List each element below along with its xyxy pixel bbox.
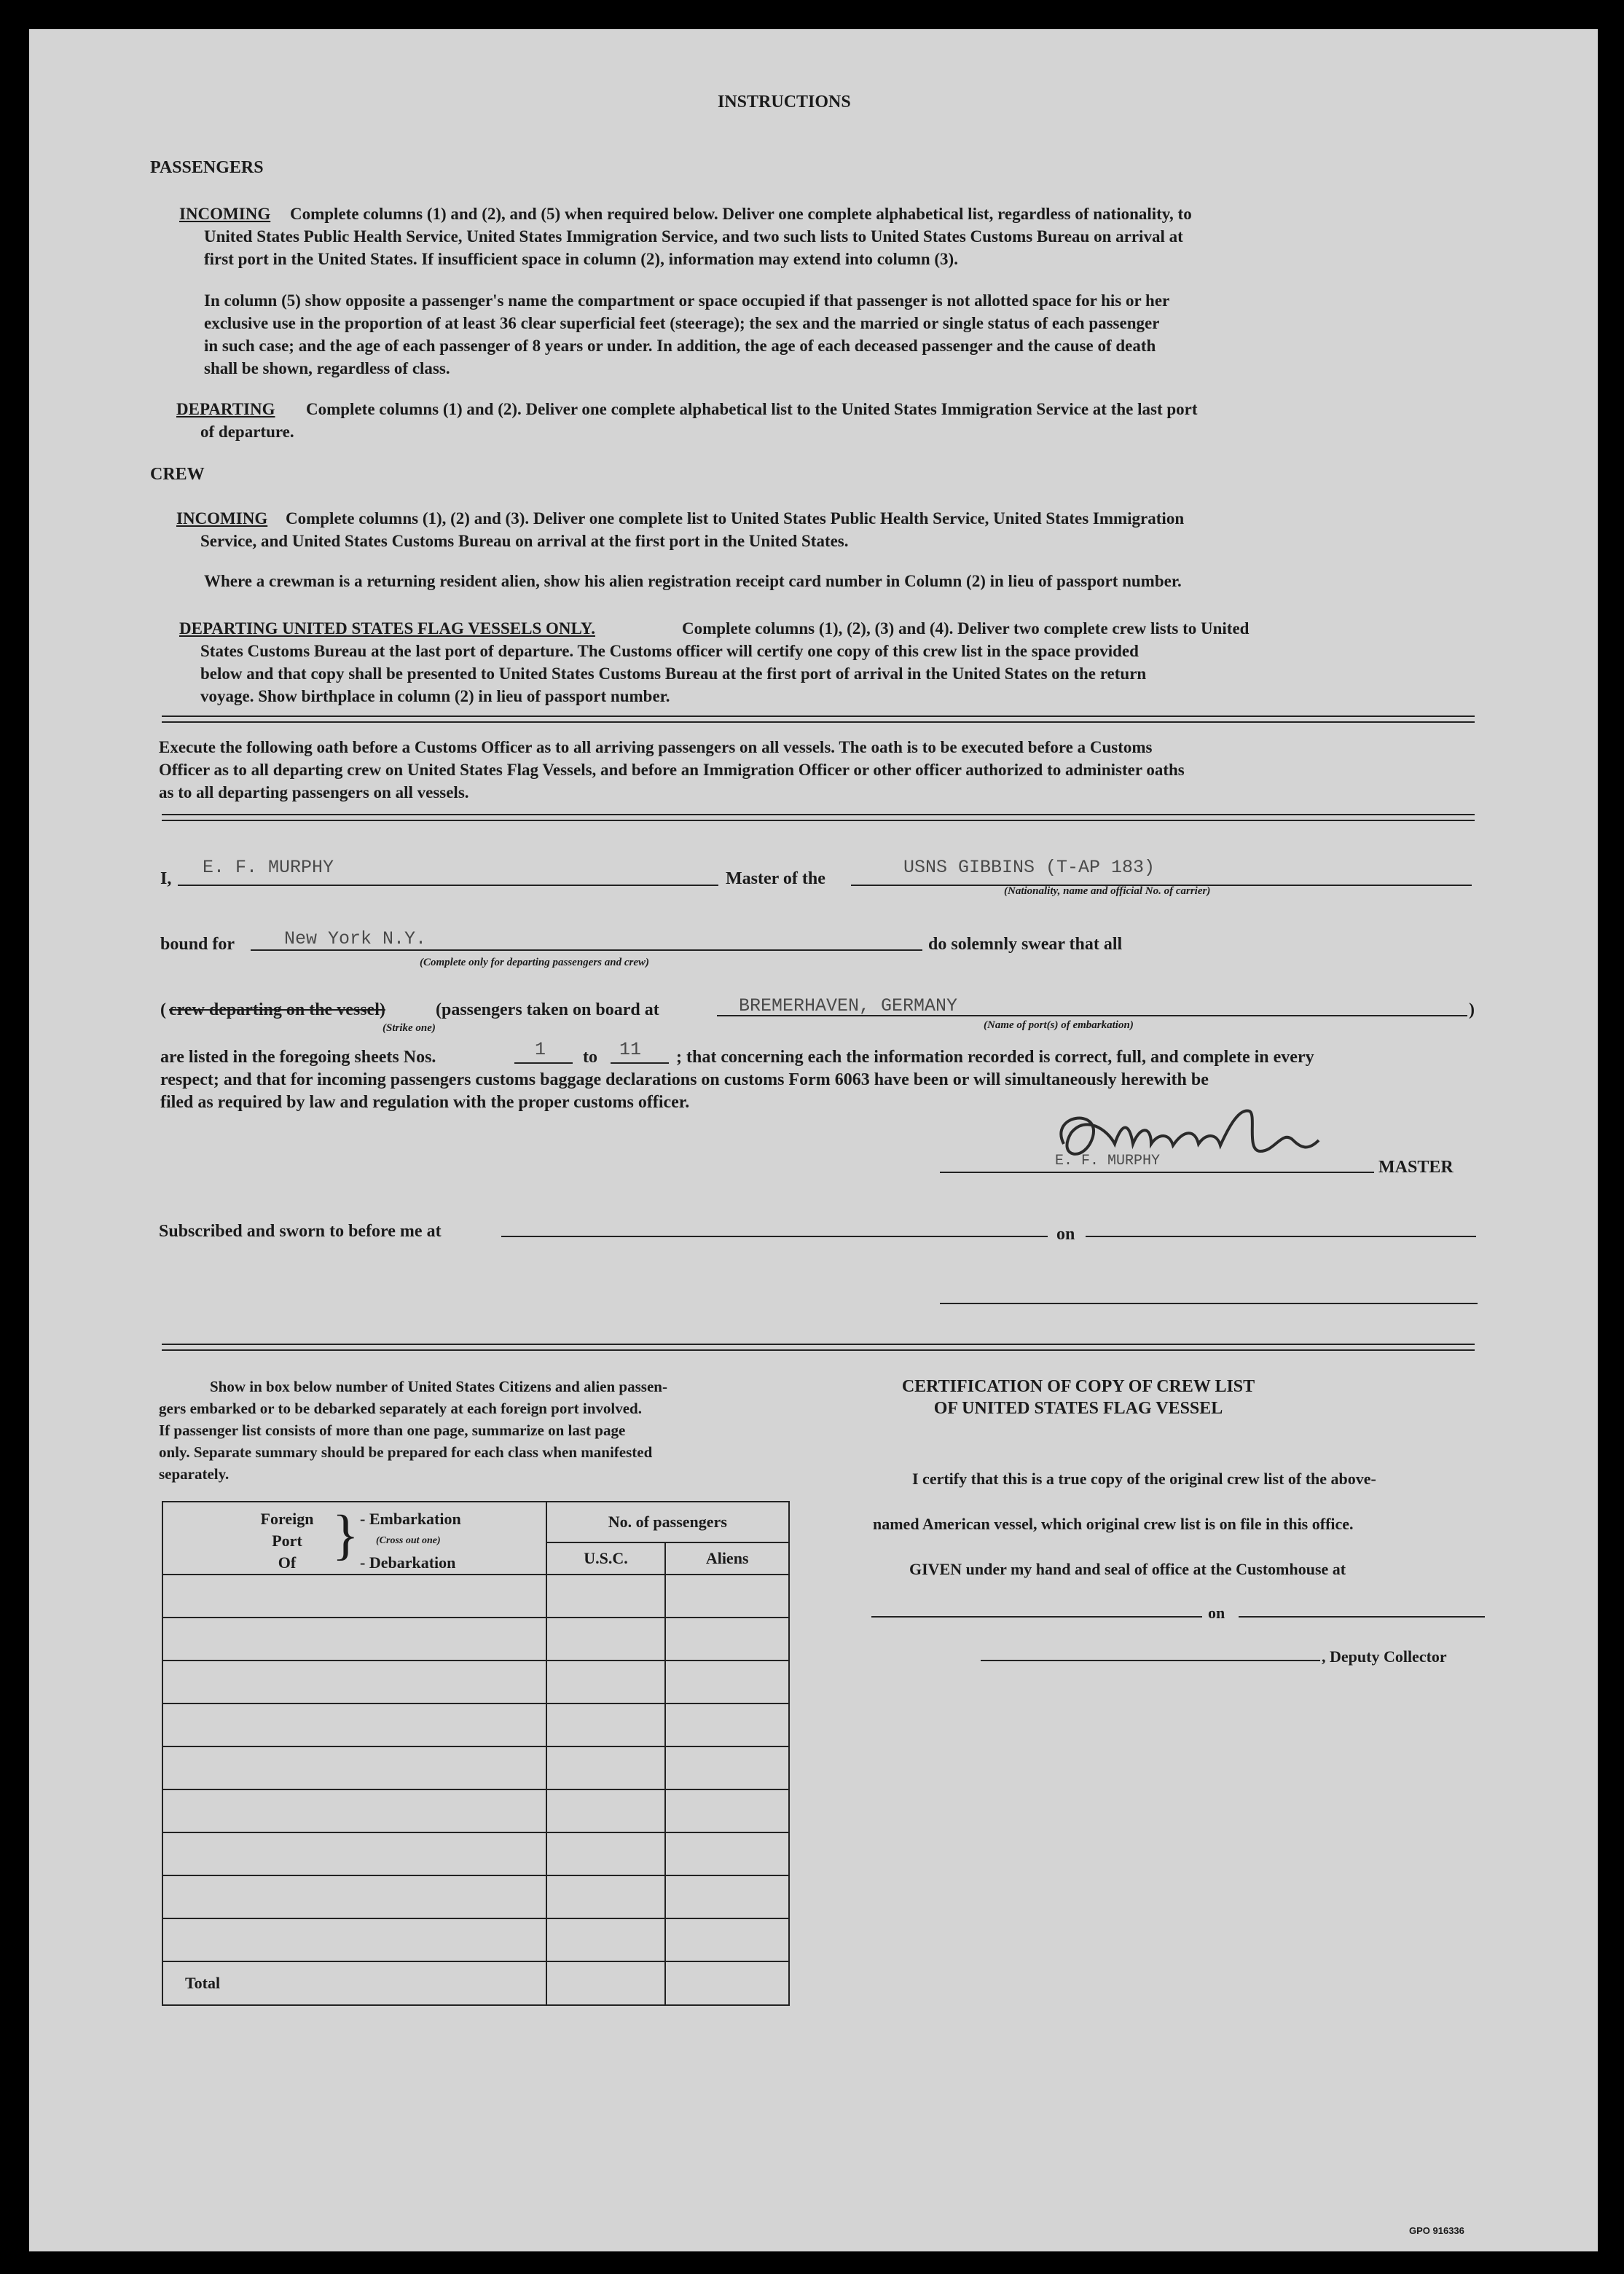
destination-field[interactable]: New York N.Y. (284, 928, 427, 949)
double-rule (162, 814, 1475, 821)
crew-incoming-label: INCOMING (176, 509, 268, 528)
bound-for-label: bound for (160, 935, 235, 954)
port-field[interactable]: BREMERHAVEN, GERMANY (739, 995, 958, 1016)
usc-cell[interactable] (546, 1789, 666, 1832)
signature-typed-name: E. F. MURPHY (1055, 1153, 1161, 1169)
port-cell[interactable] (162, 1746, 546, 1789)
aliens-cell[interactable] (665, 1832, 789, 1875)
passengers-incoming-line: United States Public Health Service, United States Immigration Service, and two such lists to United States Customs Bureau on arrival at (204, 227, 1183, 246)
crew-departing-line: Complete columns (1), (2), (3) and (4). Deliver two complete crew lists to United (682, 619, 1250, 638)
summary-intro-line: only. Separate summary should be prepared for each class when manifested (159, 1443, 653, 1461)
vessel-caption: (Nationality, name and official No. of carrier) (1004, 885, 1211, 897)
signature-line (940, 1172, 1374, 1173)
summary-intro-line: gers embarked or to be debarked separately at each foreign port involved. (159, 1400, 642, 1417)
summary-intro-line: separately. (159, 1465, 230, 1483)
double-rule (162, 715, 1475, 723)
certification-line: named American vessel, which original crew list is on file in this office. (873, 1515, 1354, 1533)
certification-line: GIVEN under my hand and seal of office at the Customhouse at (909, 1560, 1346, 1578)
close-paren: ) (1469, 1000, 1475, 1019)
table-row (162, 1875, 789, 1918)
passengers-heading: PASSENGERS (150, 158, 264, 177)
cert-on-label: on (1208, 1604, 1225, 1622)
oath-intro-line: as to all departing passengers on all vessels. (159, 783, 469, 801)
officer-signature-line[interactable] (940, 1303, 1478, 1304)
table-row (162, 1832, 789, 1875)
passengers-label: (passengers taken on board at (436, 1000, 659, 1019)
table-row (162, 1789, 789, 1832)
subscribed-date-line[interactable] (1086, 1236, 1476, 1237)
port-cell[interactable] (162, 1789, 546, 1832)
crew-departing-line: below and that copy shall be presented to United States Customs Bureau at the first port of arrival in the United States on the return (200, 664, 1147, 683)
destination-caption: (Complete only for departing passengers and crew) (420, 957, 649, 968)
usc-cell[interactable] (546, 1746, 666, 1789)
table-row (162, 1661, 789, 1703)
port-cell[interactable] (162, 1875, 546, 1918)
crew-incoming-line: Complete columns (1), (2) and (3). Deliver one complete list to United States Public Health Service, United States Immigration (286, 509, 1185, 528)
oath-intro-line: Execute the following oath before a Customs Officer as to all arriving passengers on all vessels. The oath is to be executed before a Customs (159, 738, 1153, 756)
foreign-label: Foreign (260, 1510, 314, 1528)
deputy-signature-line[interactable] (981, 1660, 1320, 1661)
sheet-to-field[interactable]: 11 (619, 1039, 642, 1060)
usc-cell[interactable] (546, 1918, 666, 1961)
port-cell[interactable] (162, 1618, 546, 1661)
crew-heading: CREW (150, 465, 205, 484)
deputy-label: , Deputy Collector (1322, 1647, 1447, 1666)
port-cell[interactable] (162, 1703, 546, 1746)
usc-cell[interactable] (546, 1875, 666, 1918)
destination-line (251, 949, 922, 951)
master-name-line (178, 885, 718, 886)
table-row (162, 1703, 789, 1746)
column5-line: shall be shown, regardless of class. (204, 359, 450, 377)
crew-departing-line: voyage. Show birthplace in column (2) in lieu of passport number. (200, 687, 670, 705)
sheet-from-line (514, 1062, 573, 1064)
aliens-cell[interactable] (665, 1661, 789, 1703)
no-passengers-header: No. of passengers (546, 1502, 789, 1542)
column5-line: exclusive use in the proportion of at least 36 clear superficial feet (steerage); the sex and the married or single status of each passenger (204, 314, 1160, 332)
open-paren: ( (160, 1000, 166, 1019)
aliens-total-cell[interactable] (665, 1961, 789, 2005)
total-label: Total (162, 1961, 546, 2005)
usc-cell[interactable] (546, 1618, 666, 1661)
debarkation-label[interactable]: - Debarkation (360, 1553, 456, 1572)
oath-line: filed as required by law and regulation with the proper customs officer. (160, 1093, 690, 1112)
cross-out-caption: (Cross out one) (376, 1535, 441, 1546)
on-label: on (1056, 1225, 1075, 1244)
master-of-label: Master of the (726, 869, 825, 888)
usc-total-cell[interactable] (546, 1961, 666, 2005)
summary-intro-line: Show in box below number of United States Citizens and alien passen- (210, 1378, 667, 1395)
oath-line: respect; and that for incoming passengers customs baggage declarations on customs Form 6063 have been or will simultaneously herewith be (160, 1070, 1209, 1089)
subscribed-place-line[interactable] (501, 1236, 1048, 1237)
master-name-field[interactable]: E. F. MURPHY (203, 857, 334, 878)
master-label: MASTER (1378, 1158, 1454, 1177)
usc-cell[interactable] (546, 1703, 666, 1746)
listed-label: are listed in the foregoing sheets Nos. (160, 1048, 436, 1067)
table-row (162, 1746, 789, 1789)
table-row (162, 1918, 789, 1961)
crew-incoming-line: Service, and United States Customs Bureau on arrival at the first port in the United States. (200, 532, 849, 550)
crew-departing-label: DEPARTING UNITED STATES FLAG VESSELS ONLY. (179, 619, 595, 638)
summary-intro-line: If passenger list consists of more than one page, summarize on last page (159, 1422, 626, 1439)
cert-date-line[interactable] (1239, 1616, 1485, 1618)
port-cell[interactable] (162, 1832, 546, 1875)
aliens-header: Aliens (665, 1542, 789, 1575)
usc-cell[interactable] (546, 1661, 666, 1703)
usc-header: U.S.C. (546, 1542, 666, 1575)
aliens-cell[interactable] (665, 1875, 789, 1918)
embarkation-label[interactable]: - Embarkation (360, 1510, 461, 1528)
crew-alien-line: Where a crewman is a returning resident alien, show his alien registration receipt card number in Column (2) in lieu of passport number. (204, 572, 1182, 590)
of-label: Of (278, 1553, 297, 1572)
column5-line: In column (5) show opposite a passenger's name the compartment or space occupied if that passenger is not allotted space for his or her (204, 291, 1170, 310)
aliens-cell[interactable] (665, 1703, 789, 1746)
subscribed-label: Subscribed and sworn to before me at (159, 1222, 442, 1241)
total-row (162, 1961, 789, 2005)
certification-line: I certify that this is a true copy of the original crew list of the above- (912, 1470, 1376, 1488)
swear-label: do solemnly swear that all (928, 935, 1123, 954)
table-row (162, 1575, 789, 1618)
port-cell[interactable] (162, 1661, 546, 1703)
port-label: Port (272, 1532, 302, 1550)
port-cell[interactable] (162, 1918, 546, 1961)
page-title: INSTRUCTIONS (718, 93, 851, 111)
passengers-incoming-line: first port in the United States. If insufficient space in column (2), information may extend into column (3). (204, 250, 958, 268)
passenger-summary-table (162, 1501, 790, 2006)
passengers-departing-line: Complete columns (1) and (2). Deliver one complete alphabetical list to the United States Immigration Service at the last port (306, 400, 1198, 418)
sheet-to-line (611, 1062, 669, 1064)
aliens-cell[interactable] (665, 1618, 789, 1661)
brace-icon: } (332, 1505, 359, 1566)
crew-struck-text: crew departing on the vessel) (169, 1000, 385, 1019)
passengers-incoming-label: INCOMING (179, 205, 271, 223)
to-label: to (583, 1048, 597, 1067)
oath-i-label: I, (160, 869, 172, 888)
double-rule (162, 1344, 1475, 1351)
passengers-incoming-line: Complete columns (1) and (2), and (5) when required below. Deliver one complete alphabetical list, regardless of nationality, to (290, 205, 1192, 223)
aliens-cell[interactable] (665, 1575, 789, 1618)
usc-cell[interactable] (546, 1575, 666, 1618)
aliens-cell[interactable] (665, 1918, 789, 1961)
passengers-departing-line: of departure. (200, 423, 294, 441)
crew-departing-line: States Customs Bureau at the last port of departure. The Customs officer will certify one copy of this crew list in the space provided (200, 642, 1139, 660)
oath-intro-line: Officer as to all departing crew on United States Flag Vessels, and before an Immigration Officer or other officer authorized to administer oaths (159, 761, 1185, 779)
strike-caption: (Strike one) (383, 1022, 436, 1034)
listed-rest: ; that concerning each the information recorded is correct, full, and complete in every (676, 1048, 1314, 1067)
certification-title: CERTIFICATION OF COPY OF CREW LIST OF UNITED STATES FLAG VESSEL (901, 1377, 1255, 1418)
port-cell[interactable] (162, 1575, 546, 1618)
aliens-cell[interactable] (665, 1746, 789, 1789)
table-row (162, 1618, 789, 1661)
aliens-cell[interactable] (665, 1789, 789, 1832)
port-caption: (Name of port(s) of embarkation) (984, 1019, 1134, 1031)
passengers-departing-label: DEPARTING (176, 400, 275, 418)
customhouse-line[interactable] (871, 1616, 1202, 1618)
usc-cell[interactable] (546, 1832, 666, 1875)
sheet-from-field[interactable]: 1 (535, 1039, 546, 1060)
port-header-cell (162, 1502, 546, 1575)
column5-line: in such case; and the age of each passenger of 8 years or under. In addition, the age of each deceased passenger and the cause of death (204, 337, 1156, 355)
vessel-field[interactable]: USNS GIBBINS (T-AP 183) (903, 857, 1156, 878)
footer-code: GPO 916336 (1409, 2225, 1464, 2236)
